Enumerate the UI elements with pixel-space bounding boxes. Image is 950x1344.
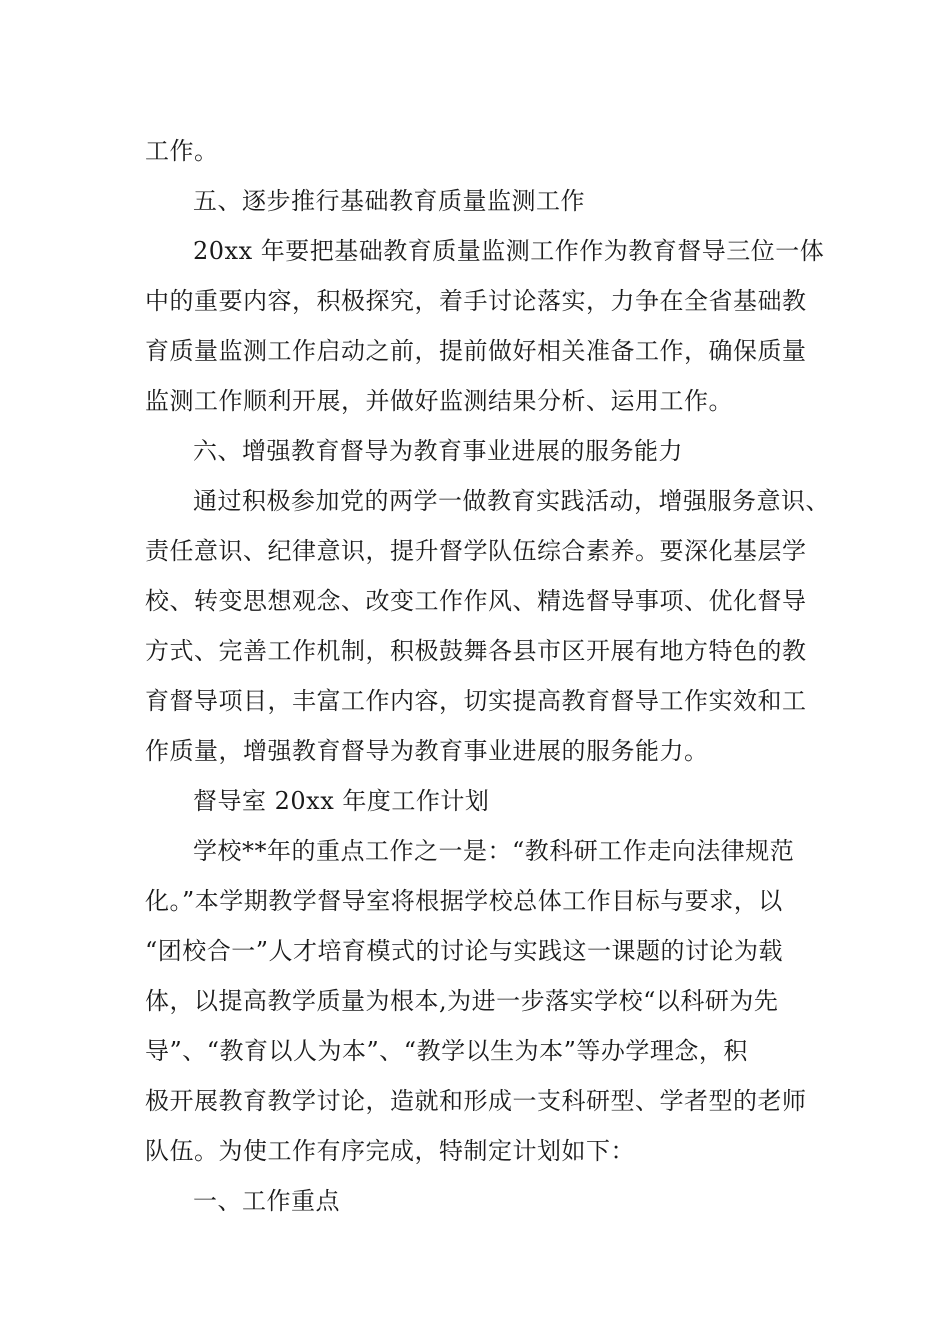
document-line: 工作。: [145, 137, 219, 165]
document-line: 极开展教育教学讨论，造就和形成一支科研型、学者型的老师: [145, 1087, 807, 1115]
document-line: 化。”本学期教学督导室将根据学校总体工作目标与要求，以: [145, 887, 783, 915]
document-line: 育督导项目，丰富工作内容，切实提高教育督导工作实效和工: [145, 687, 807, 715]
document-line: 责任意识、纪律意识，提升督学队伍综合素养。要深化基层学: [145, 537, 807, 565]
document-line: 方式、完善工作机制，积极鼓舞各县市区开展有地方特色的教: [145, 637, 807, 665]
document-line: 通过积极参加党的两学一做教育实践活动，增强服务意识、: [193, 487, 830, 515]
document-line: 学校**年的重点工作之一是：“教科研工作走向法律规范: [193, 837, 795, 865]
document-line: “团校合一”人才培育模式的讨论与实践这一课题的讨论为载: [145, 937, 784, 965]
document-line: 校、转变思想观念、改变工作作风、精选督导事项、优化督导: [145, 587, 807, 615]
document-line: 导”、“教育以人为本”、“教学以生为本”等办学理念，积: [145, 1037, 748, 1065]
document-line: 20xx 年要把基础教育质量监测工作作为教育督导三位一体: [193, 237, 825, 265]
document-line: 五、逐步推行基础教育质量监测工作: [193, 187, 585, 215]
document-line: 队伍。为使工作有序完成，特制定计划如下：: [145, 1137, 635, 1165]
document-body: [145, 126, 830, 1226]
document-line: 督导室 20xx 年度工作计划: [193, 787, 490, 815]
document-line: 育质量监测工作启动之前，提前做好相关准备工作，确保质量: [145, 337, 807, 365]
document-line: 体，以提高教学质量为根本,为进一步落实学校“以科研为先: [145, 987, 779, 1015]
document-line: 监测工作顺利开展，并做好监测结果分析、运用工作。: [145, 387, 733, 415]
document-line: 一、工作重点: [193, 1187, 340, 1215]
document-line: 作质量，增强教育督导为教育事业进展的服务能力。: [145, 737, 709, 765]
document-line: 六、增强教育督导为教育事业进展的服务能力: [193, 437, 683, 465]
document-line: 中的重要内容，积极探究，着手讨论落实，力争在全省基础教: [145, 287, 807, 315]
